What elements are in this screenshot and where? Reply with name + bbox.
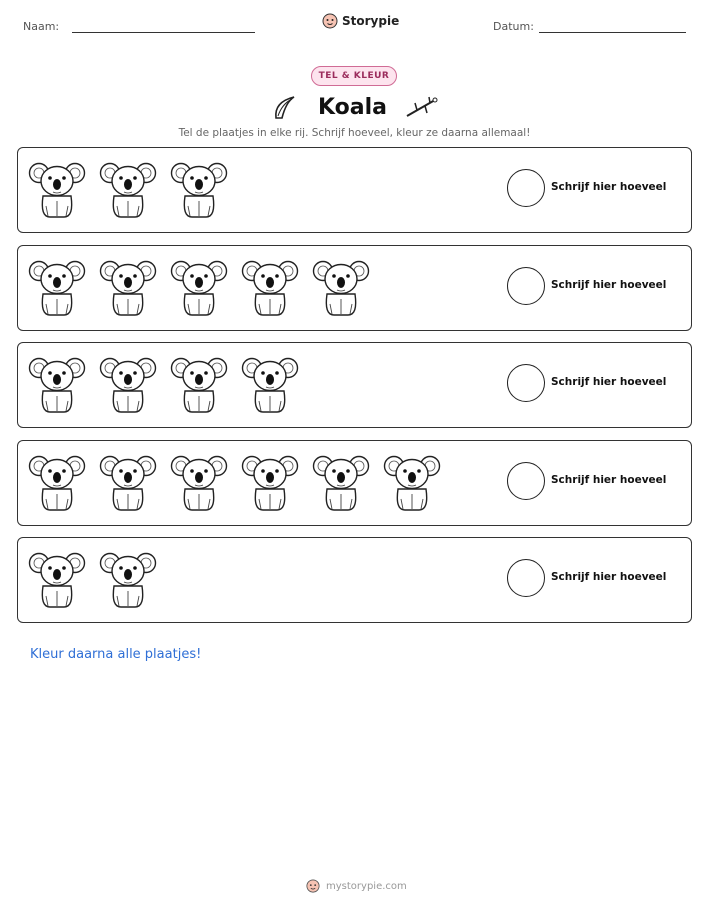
leaf-icon: [270, 92, 300, 122]
footer: [306, 879, 407, 893]
count-row: [17, 342, 692, 428]
koala-group: [28, 254, 370, 318]
count-row: [17, 537, 692, 623]
footer-url[interactable]: mystorypie.com: [326, 880, 407, 892]
date-label: Datum:: [493, 20, 534, 33]
koala-icon: [170, 156, 228, 220]
count-row: [17, 440, 692, 526]
koala-icon: [383, 449, 441, 513]
instruction-text: Tel de plaatjes in elke rij. Schrijf hoeveel, kleur ze daarna allemaal!: [178, 127, 531, 139]
date-line[interactable]: [539, 32, 686, 33]
answer-label: Schrijf hier hoeveel: [551, 279, 667, 291]
name-label: Naam:: [23, 20, 60, 33]
name-line[interactable]: [72, 32, 255, 33]
koala-group: [28, 351, 299, 415]
category-badge: TEL & KLEUR: [311, 66, 397, 86]
answer-circle[interactable]: [507, 364, 545, 402]
koala-icon: [28, 449, 86, 513]
title-row: [0, 92, 709, 122]
answer-label: Schrijf hier hoeveel: [551, 571, 667, 583]
koala-icon: [28, 546, 86, 610]
koala-group: [28, 546, 157, 610]
koala-icon: [28, 156, 86, 220]
koala-icon: [170, 449, 228, 513]
answer-circle[interactable]: [507, 462, 545, 500]
count-row: [17, 147, 692, 233]
koala-icon: [28, 351, 86, 415]
koala-icon: [99, 156, 157, 220]
answer-circle[interactable]: [507, 267, 545, 305]
koala-icon: [241, 449, 299, 513]
koala-icon: [99, 351, 157, 415]
storypie-logo-icon: [322, 13, 338, 29]
koala-icon: [312, 254, 370, 318]
answer-label: Schrijf hier hoeveel: [551, 181, 667, 193]
koala-icon: [99, 449, 157, 513]
brand-name: Storypie: [342, 14, 400, 28]
count-row: [17, 245, 692, 331]
koala-group: [28, 156, 228, 220]
storypie-logo-icon: [306, 879, 320, 893]
koala-icon: [170, 254, 228, 318]
koala-icon: [28, 254, 86, 318]
answer-label: Schrijf hier hoeveel: [551, 474, 667, 486]
eucalyptus-branch-icon: [405, 94, 439, 120]
koala-icon: [312, 449, 370, 513]
answer-label: Schrijf hier hoeveel: [551, 376, 667, 388]
footer-note: Kleur daarna alle plaatjes!: [30, 647, 202, 662]
answer-circle[interactable]: [507, 559, 545, 597]
koala-icon: [99, 254, 157, 318]
brand: [322, 13, 399, 29]
koala-icon: [99, 546, 157, 610]
page-title: Koala: [317, 94, 387, 120]
koala-icon: [241, 254, 299, 318]
koala-group: [28, 449, 441, 513]
koala-icon: [241, 351, 299, 415]
answer-circle[interactable]: [507, 169, 545, 207]
koala-icon: [170, 351, 228, 415]
